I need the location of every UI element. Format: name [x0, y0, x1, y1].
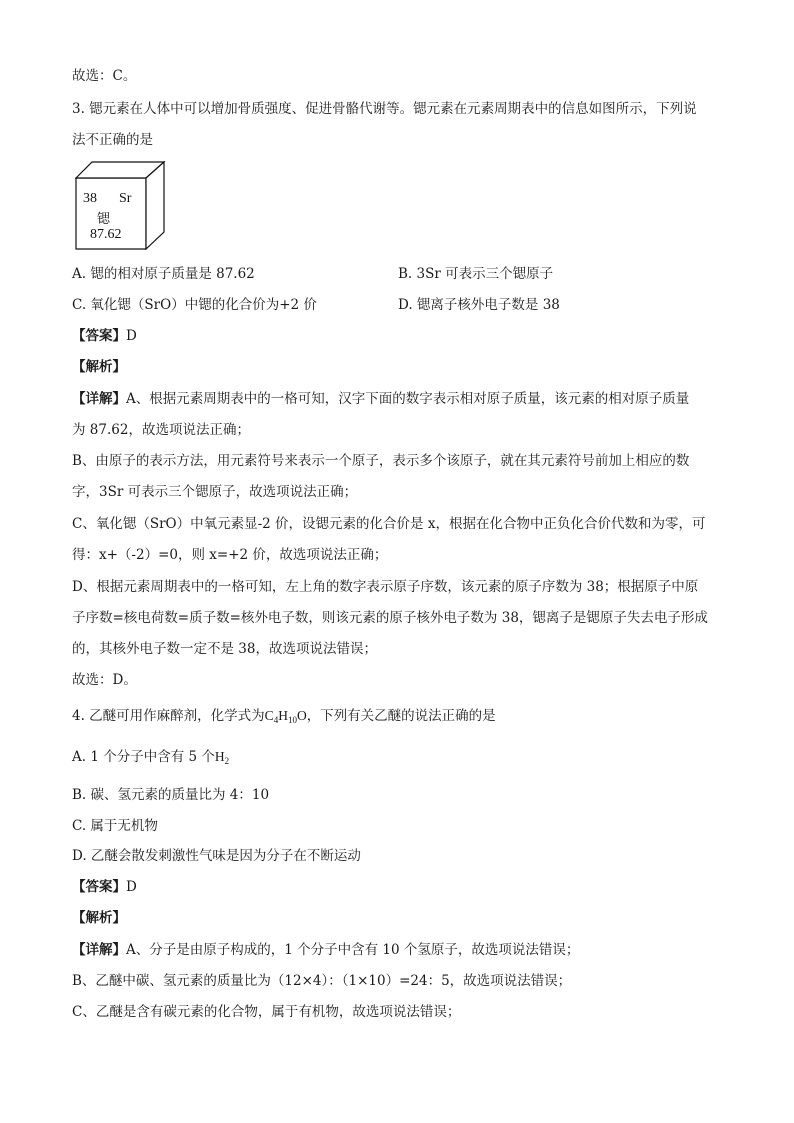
- q3-option-d: D. 锶离子核外电子数是 38: [398, 297, 560, 313]
- q3-option-b: B. 3Sr 可表示三个锶原子: [398, 266, 554, 282]
- cell-element-name: 锶: [97, 212, 111, 227]
- q4-option-a: A. 1 个分子中含有 5 个$H_2$: [72, 749, 230, 766]
- q3-final-answer: 故选：D。: [72, 672, 137, 688]
- q4-explanation-line: B、乙醚中碳、氢元素的质量比为（12×4）：（1×10）=24：5，故选项说法错误；: [72, 973, 572, 989]
- prev-answer: 故选：C。: [72, 68, 137, 84]
- q3-answer: D: [126, 328, 137, 344]
- q3-answer-tag: 【答案】: [72, 328, 126, 344]
- q3-option-c: C. 氧化锶（SrO）中锶的化合价为+2 价: [72, 297, 317, 313]
- q4-formula: $C_4H_{10}O$: [264, 708, 307, 725]
- q4-analysis-tag: 【解析】: [72, 910, 126, 926]
- q4-stem: 4. 乙醚可用作麻醉剂，化学式为$C_4H_{10}O$，下列有关乙醚的说法正确的是: [72, 708, 496, 725]
- q3-stem-line2: 法不正确的是: [72, 132, 153, 148]
- q4-option-b: B. 碳、氢元素的质量比为 4：10: [72, 787, 270, 803]
- q3-detail-tag: 【详解】: [72, 391, 126, 407]
- q4-option-d: D. 乙醚会散发刺激性气味是因为分子在不断运动: [72, 848, 361, 864]
- q3-explanation-line: 的，其核外电子数一定不是 38，故选项说法错误；: [72, 641, 377, 657]
- q4-answer: D: [126, 879, 137, 895]
- q3-option-a: A. 锶的相对原子质量是 87.62: [72, 266, 255, 282]
- q3-explanation-line: 字，3Sr 可表示三个锶原子，故选项说法正确；: [72, 484, 358, 500]
- q3-answer-line: [72, 326, 137, 346]
- periodic-table-cell: [75, 160, 167, 250]
- cell-symbol: Sr: [119, 191, 132, 206]
- q4-answer-tag: 【答案】: [72, 879, 126, 895]
- q3-explanation-line: C、氧化锶（SrO）中氧元素显-2 价，设锶元素的化合价是 x，根据在化合物中正负化合价代数和为零，可: [72, 516, 706, 532]
- q3-explanation-line: D、根据元素周期表中的一格可知，左上角的数字表示原子序数，该元素的原子序数为 38；根据原子中原: [72, 579, 699, 595]
- q4-option-a-formula: $H_2$: [214, 749, 230, 766]
- cell-atomic-mass: 87.62: [90, 227, 122, 242]
- cell-atomic-number: 38: [83, 191, 97, 206]
- q3-stem-line1: 3. 锶元素在人体中可以增加骨质强度、促进骨骼代谢等。锶元素在元素周期表中的信息如图所示，下列说: [72, 101, 697, 117]
- q3-explanation-line: 子序数=核电荷数=质子数=核外电子数，则该元素的原子核外电子数为 38，锶离子是锶原子失去电子形成: [72, 610, 708, 626]
- q3-explanation-line: B、由原子的表示方法，用元素符号来表示一个原子，表示多个该原子，就在其元素符号前加上相应的数: [72, 453, 690, 469]
- q3-explanation-line: 【详解】A、根据元素周期表中的一格可知，汉字下面的数字表示相对原子质量，该元素的相对原子质量: [72, 391, 690, 407]
- q3-analysis-tag: 【解析】: [72, 359, 126, 375]
- q4-explanation-line: 【详解】A、分子是由原子构成的，1 个分子中含有 10 个氢原子，故选项说法错误；: [72, 942, 580, 958]
- q4-detail-tag: 【详解】: [72, 942, 126, 958]
- q4-answer-line: [72, 877, 137, 897]
- q3-explanation-line: 得：x+（-2）=0，则 x=+2 价，故选项说法正确；: [72, 547, 388, 563]
- q4-explanation-line: C、乙醚是含有碳元素的化合物，属于有机物，故选项说法错误；: [72, 1004, 461, 1020]
- q4-option-c: C. 属于无机物: [72, 818, 158, 834]
- q3-explanation-line: 为 87.62，故选项说法正确；: [72, 422, 250, 438]
